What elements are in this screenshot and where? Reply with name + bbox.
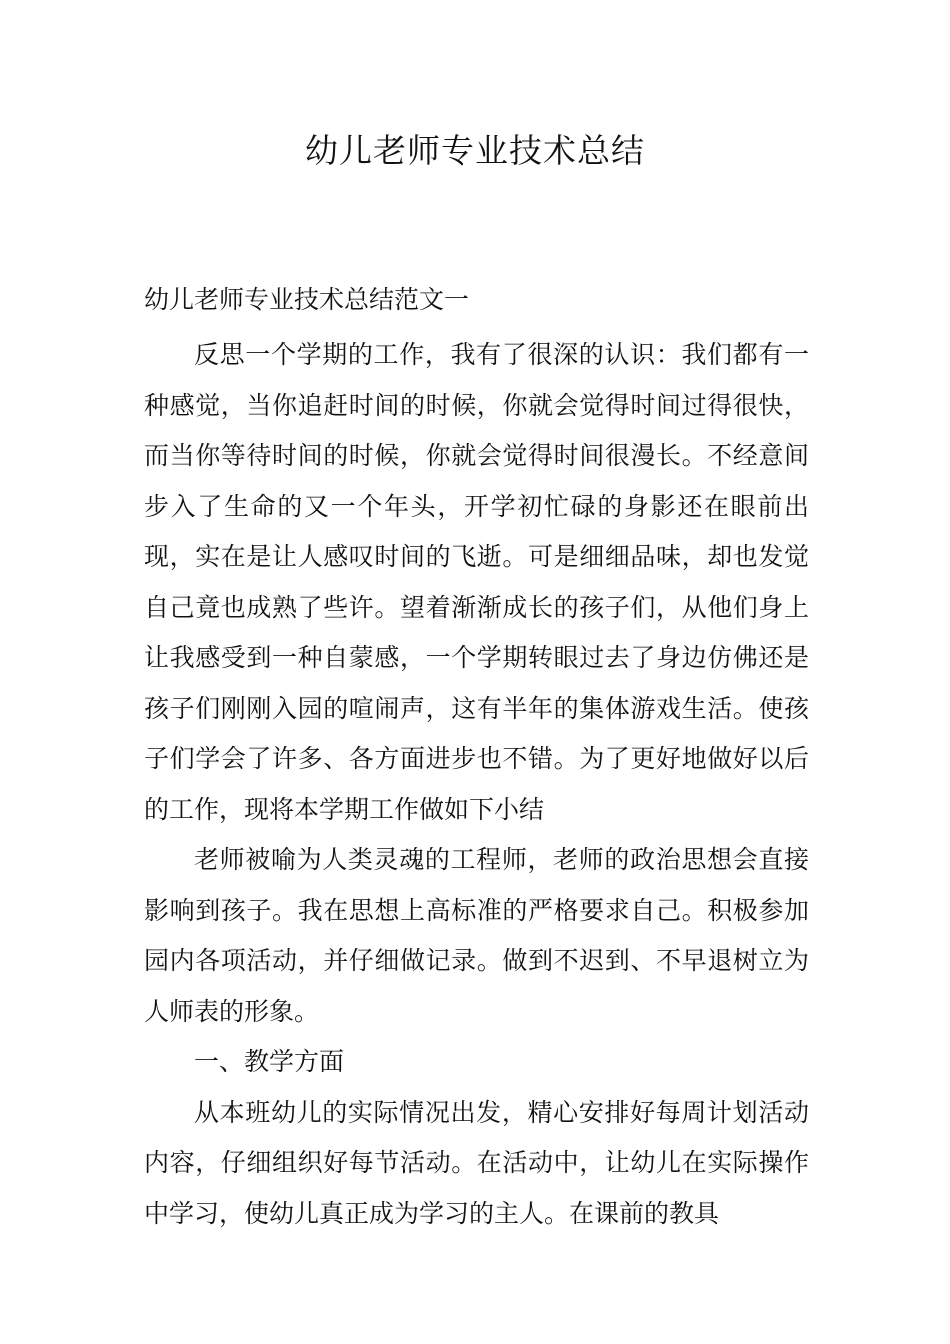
document-body bbox=[144, 270, 809, 1239]
paragraph-reflection: 反思一个学期的工作，我有了很深的认识：我们都有一种感觉，当你追赶时间的时候，你就会觉得时间过得很快，而当你等待时间的时候，你就会觉得时间很漫长。不经意间步入了生命的又一个年头，开学初忙碌的身影还在眼前出现，实在是让人感叹时间的飞逝。可是细细品味，却也发觉自己竟也成熟了些许。望着渐渐成长的孩子们，从他们身上让我感受到一种自蒙感，一个学期转眼过去了身边仿佛还是孩子们刚刚入园的喧闹声，这有半年的集体游戏生活。使孩子们学会了许多、各方面进步也不错。为了更好地做好以后的工作，现将本学期工作做如下小结 bbox=[144, 340, 809, 824]
paragraph-teacher-role: 老师被喻为人类灵魂的工程师，老师的政治思想会直接影响到孩子。我在思想上高标准的严格要求自己。积极参加园内各项活动，并仔细做记录。做到不迟到、不早退树立为人师表的形象。 bbox=[144, 845, 809, 1026]
document-title: 幼儿老师专业技术总结 bbox=[305, 131, 645, 170]
paragraph-teaching: 从本班幼儿的实际情况出发，精心安排好每周计划活动内容，仔细组织好每节活动。在活动中，让幼儿在实际操作中学习，使幼儿真正成为学习的主人。在课前的教具 bbox=[144, 1097, 809, 1228]
paragraph-teaching-heading: 一、教学方面 bbox=[194, 1047, 345, 1076]
section-heading: 幼儿老师专业技术总结范文一 bbox=[144, 285, 470, 314]
